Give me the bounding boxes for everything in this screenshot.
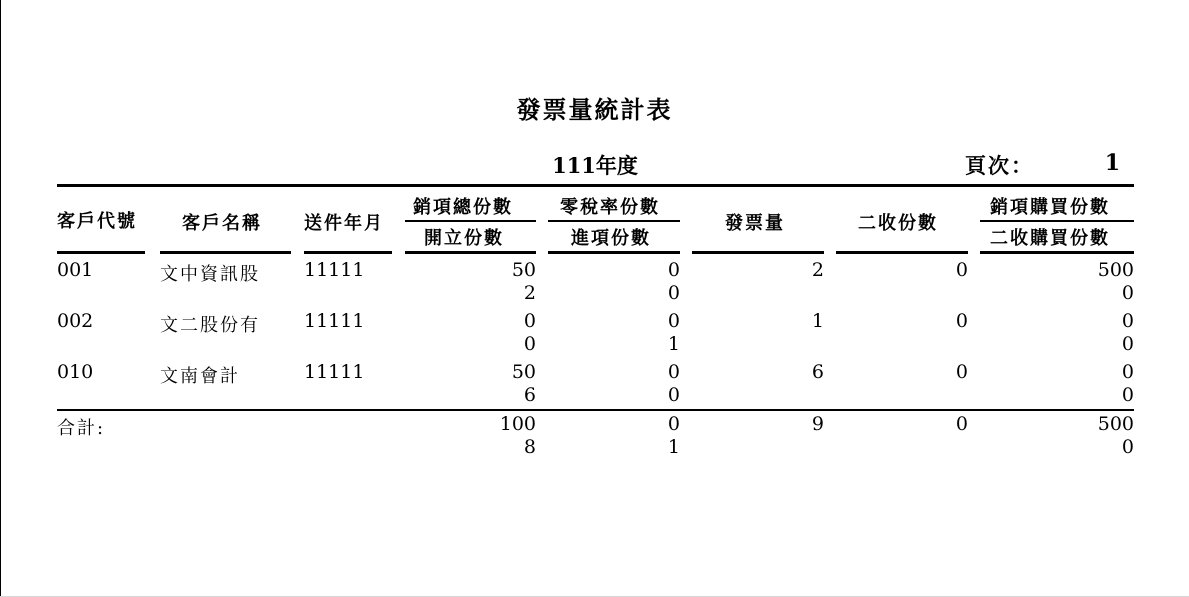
row-1-issued: 2 [523,282,536,304]
row-2-dual-copy: 0 [955,310,968,332]
totals-rule [57,409,1134,411]
header-mid-rule-zero [548,220,680,222]
row-2-zero-rate: 0 [667,310,680,332]
header-purchase: 進項份數 [571,228,651,249]
header-mid-rule-buy [980,220,1134,222]
row-3-issued: 6 [523,384,536,406]
totals-label: 合計: [57,418,106,439]
row-2-sales-buy: 0 [1121,310,1134,332]
totals-sales-total: 100 [499,413,536,435]
totals-purchase: 1 [667,436,680,458]
row-3-month: 11111 [304,361,365,383]
header-zero-rate: 零稅率份數 [560,197,660,218]
totals-sales-buy: 500 [1097,413,1134,435]
header-sales-total: 銷項總份數 [413,197,513,218]
row-2-code: 002 [57,310,94,332]
header-underline-buy [980,251,1134,254]
header-sales-buy: 銷項購買份數 [990,197,1110,218]
totals-dual-copy: 0 [955,413,968,435]
row-1-month: 11111 [304,259,365,281]
row-3-dual-buy: 0 [1121,384,1134,406]
row-3-sales-buy: 0 [1121,361,1134,383]
row-1-dual-copy: 0 [955,259,968,281]
header-dual-copy: 二收份數 [858,213,938,234]
row-2-dual-buy: 0 [1121,333,1134,355]
page-label: 頁次： [965,153,1034,178]
header-underline-invoice [692,251,824,254]
header-underline-sales [405,251,536,254]
row-2-month: 11111 [304,310,365,332]
row-1-sales-total: 50 [511,259,536,281]
row-1-code: 001 [57,259,94,281]
row-3-sales-total: 50 [511,361,536,383]
row-1-name: 文中資訊股 [160,264,260,285]
header-underline-zero [548,251,680,254]
header-issued: 開立份數 [424,228,504,249]
row-2-sales-total: 0 [523,310,536,332]
row-2-purchase: 1 [667,333,680,355]
row-1-zero-rate: 0 [667,259,680,281]
totals-dual-buy: 0 [1121,436,1134,458]
row-3-dual-copy: 0 [955,361,968,383]
row-3-code: 010 [57,361,94,383]
header-customer-name: 客戶名稱 [182,213,262,234]
report-year: 111年度 [552,153,638,178]
row-3-purchase: 0 [667,384,680,406]
row-1-purchase: 0 [667,282,680,304]
header-send-month: 送件年月 [304,213,384,234]
header-underline-month [304,251,392,254]
header-dual-buy: 二收購買份數 [990,228,1110,249]
row-3-invoice-qty: 6 [811,361,824,383]
row-1-invoice-qty: 2 [811,259,824,281]
report-title: 發票量統計表 [516,95,673,124]
row-2-name: 文二股份有 [160,315,260,336]
header-underline-dual [836,251,968,254]
header-underline-code [57,251,145,254]
page-number: 1 [1104,150,1120,176]
header-customer-code: 客戶代號 [57,211,137,232]
header-invoice-qty: 發票量 [725,213,785,234]
row-2-issued: 0 [523,333,536,355]
table-top-rule [57,184,1134,187]
totals-invoice-qty: 9 [811,413,824,435]
row-3-zero-rate: 0 [667,361,680,383]
row-1-dual-buy: 0 [1121,282,1134,304]
totals-zero-rate: 0 [667,413,680,435]
row-1-sales-buy: 500 [1097,259,1134,281]
row-2-invoice-qty: 1 [811,310,824,332]
row-3-name: 文南會計 [160,366,240,387]
header-underline-name [160,251,291,254]
header-mid-rule-sales [405,220,536,222]
totals-issued: 8 [523,436,536,458]
